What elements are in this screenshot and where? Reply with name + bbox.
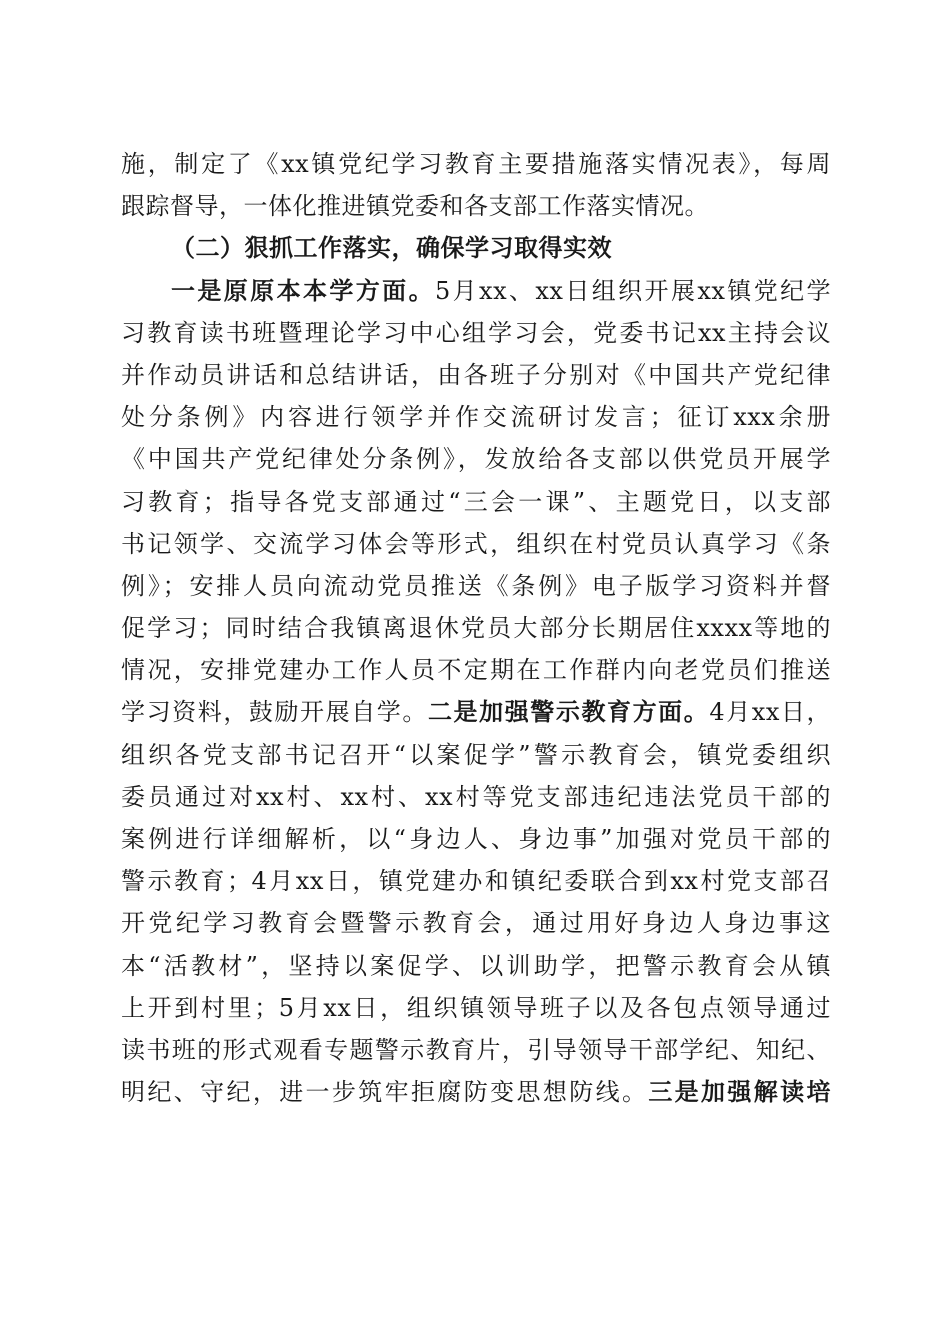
text-line: 情况，安排党建办工作人员不定期在工作群内向老党员们推送 xyxy=(121,656,831,685)
text-line: 促学习；同时结合我镇离退休党员大部分长期居住xxxx等地的 xyxy=(121,614,831,643)
text-line xyxy=(121,691,831,733)
text-run: 明纪、守纪，进一步筑牢拒腐防变思想防线。 xyxy=(121,1078,649,1107)
text-line: 书记领学、交流学习体会等形式，组织在村党员认真学习《条 xyxy=(121,529,831,558)
text-line: 警示教育；4月xx日，镇党建办和镇纪委联合到xx村党支部召 xyxy=(121,867,831,896)
text-line: 跟踪督导，一体化推进镇党委和各支部工作落实情况。 xyxy=(121,192,709,221)
subsection-lead: 一是原原本本学方面。 xyxy=(171,275,435,305)
text-line: 案例进行详细解析，以“身边人、身边事”加强对党员干部的 xyxy=(121,825,831,853)
text-line: 习教育；指导各党支部通过“三会一课”、主题党日，以支部 xyxy=(121,487,831,516)
text-line: 组织各党支部书记召开“以案促学”警示教育会，镇党委组织 xyxy=(121,740,831,769)
text-line: 上开到村里；5月xx日，组织镇领导班子以及各包点领导通过 xyxy=(121,993,831,1022)
text-line: 开党纪学习教育会暨警示教育会，通过用好身边人身边事这 xyxy=(121,909,831,938)
text-line: 读书班的形式观看专题警示教育片，引导领导干部学纪、知纪、 xyxy=(121,1035,831,1064)
text-line: 并作动员讲话和总结讲话，由各班子分别对《中国共产党纪律 xyxy=(121,360,831,389)
subsection-lead: 三是加强解读培 xyxy=(648,1077,832,1107)
text-line: 《中国共产党纪律处分条例》，发放给各支部以供党员开展学 xyxy=(121,445,831,474)
text-run: 4月xx日， xyxy=(709,698,832,727)
text-line: 委员通过对xx村、xx村、xx村等党支部违纪违法党员干部的 xyxy=(121,782,831,811)
text-line: 习教育读书班暨理论学习中心组学习会，党委书记xx主持会议 xyxy=(121,318,831,347)
text-line: 本“活教材”，坚持以案促学、以训助学，把警示教育会从镇 xyxy=(121,951,831,980)
text-line: 施，制定了《xx镇党纪学习教育主要措施落实情况表》，每周 xyxy=(121,150,831,178)
document-body xyxy=(121,143,831,1113)
subsection-lead: 二是加强警示教育方面。 xyxy=(427,697,710,727)
text-line xyxy=(121,1071,831,1113)
text-line: 例》；安排人员向流动党员推送《条例》电子版学习资料并督 xyxy=(121,571,831,600)
text-line: 处分条例》内容进行领学并作交流研讨发言；征订xxx余册 xyxy=(121,403,831,432)
text-line xyxy=(121,270,831,312)
text-run: 学习资料，鼓励开展自学。 xyxy=(121,698,428,727)
text-run: 5月xx、xx日组织开展xx镇党纪学 xyxy=(434,276,831,305)
section-heading: （二）狠抓工作落实，确保学习取得实效 xyxy=(171,233,612,263)
